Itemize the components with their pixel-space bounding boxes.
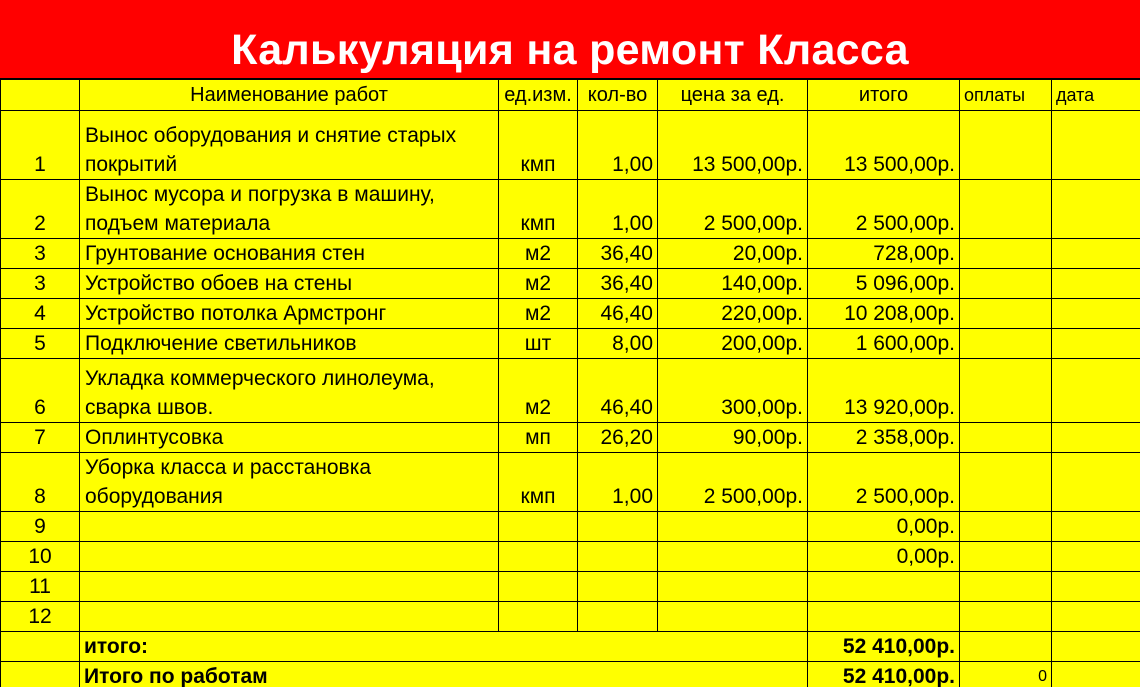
row-name-cell[interactable]: Устройство обоев на стены [80,269,499,299]
row-qty-cell[interactable]: 36,40 [578,239,658,269]
row-date-cell[interactable] [1052,423,1140,453]
title-bar [0,0,1140,79]
header-name-cell[interactable]: Наименование работ [80,80,499,111]
row-name-cell[interactable]: Вынос оборудования и снятие старых покрытий [80,111,499,180]
row-total-cell[interactable]: 10 208,00р. [808,299,960,329]
row-date-cell[interactable] [1052,542,1140,572]
row-price-cell[interactable]: 20,00р. [658,239,808,269]
table-row [1,239,1140,269]
row-unit-cell[interactable]: м2 [499,299,578,329]
row-total-cell[interactable]: 2 500,00р. [808,180,960,239]
row-num-cell[interactable]: 3 [1,269,80,299]
row-num-cell[interactable]: 2 [1,180,80,239]
row-qty-cell[interactable]: 36,40 [578,269,658,299]
row-qty-cell[interactable] [578,602,658,632]
row-date-cell[interactable] [1052,111,1140,180]
table-row [1,180,1140,239]
row-payments-cell[interactable] [960,453,1052,512]
subtotal-label-cell[interactable]: итого: [80,632,808,662]
works-total-row [1,662,1140,687]
row-date-cell[interactable] [1052,453,1140,512]
row-price-cell[interactable]: 13 500,00р. [658,111,808,180]
row-payments-cell[interactable] [960,359,1052,423]
row-unit-cell[interactable]: м2 [499,269,578,299]
subtotal-date-cell[interactable] [1052,632,1140,662]
row-price-cell[interactable] [658,602,808,632]
header-price-cell[interactable]: цена за ед. [658,80,808,111]
row-num-cell[interactable]: 4 [1,299,80,329]
row-price-cell[interactable]: 2 500,00р. [658,453,808,512]
table-header-row [1,80,1140,111]
row-qty-cell[interactable]: 8,00 [578,329,658,359]
row-name-cell[interactable] [80,572,499,602]
row-unit-cell[interactable]: кмп [499,180,578,239]
row-date-cell[interactable] [1052,180,1140,239]
row-num-cell[interactable]: 7 [1,423,80,453]
header-unit-cell[interactable]: ед.изм. [499,80,578,111]
row-payments-cell[interactable] [960,239,1052,269]
row-unit-cell[interactable]: кмп [499,111,578,180]
row-date-cell[interactable] [1052,299,1140,329]
row-qty-cell[interactable]: 1,00 [578,453,658,512]
row-num-cell[interactable]: 8 [1,453,80,512]
row-payments-cell[interactable] [960,180,1052,239]
row-price-cell[interactable]: 200,00р. [658,329,808,359]
row-price-cell[interactable]: 300,00р. [658,359,808,423]
row-name-cell[interactable] [80,512,499,542]
row-name-cell[interactable]: Грунтование основания стен [80,239,499,269]
table-row [1,542,1140,572]
subtotal-num-cell[interactable] [1,632,80,662]
table-row [1,299,1140,329]
row-unit-cell[interactable] [499,542,578,572]
row-total-cell[interactable] [808,572,960,602]
works-date-cell[interactable] [1052,662,1140,687]
table-row [1,602,1140,632]
table-row [1,423,1140,453]
row-date-cell[interactable] [1052,269,1140,299]
subtotal-row [1,632,1140,662]
row-price-cell[interactable]: 90,00р. [658,423,808,453]
row-name-cell[interactable]: Укладка коммерческого линолеума, сварка швов. [80,359,499,423]
row-date-cell[interactable] [1052,359,1140,423]
row-price-cell[interactable] [658,572,808,602]
works-payments-cell[interactable]: 0 [960,662,1052,687]
row-date-cell[interactable] [1052,239,1140,269]
row-payments-cell[interactable] [960,299,1052,329]
row-payments-cell[interactable] [960,512,1052,542]
works-label-cell[interactable]: Итого по работам [80,662,808,687]
table-row [1,572,1140,602]
row-payments-cell[interactable] [960,602,1052,632]
row-num-cell[interactable]: 10 [1,542,80,572]
row-qty-cell[interactable] [578,572,658,602]
row-payments-cell[interactable] [960,269,1052,299]
row-num-cell[interactable]: 3 [1,239,80,269]
row-total-cell[interactable]: 0,00р. [808,542,960,572]
row-unit-cell[interactable] [499,512,578,542]
row-payments-cell[interactable] [960,423,1052,453]
subtotal-value-cell[interactable]: 52 410,00р. [808,632,960,662]
row-price-cell[interactable]: 2 500,00р. [658,180,808,239]
header-total-cell[interactable]: итого [808,80,960,111]
row-unit-cell[interactable] [499,602,578,632]
row-date-cell[interactable] [1052,572,1140,602]
row-qty-cell[interactable]: 1,00 [578,180,658,239]
row-qty-cell[interactable]: 26,20 [578,423,658,453]
row-total-cell[interactable]: 13 500,00р. [808,111,960,180]
header-qty-cell[interactable]: кол-во [578,80,658,111]
row-date-cell[interactable] [1052,329,1140,359]
calculation-table [0,79,1140,687]
table-row [1,359,1140,423]
page-title: Калькуляция на ремонт Класса [231,26,909,74]
row-qty-cell[interactable]: 46,40 [578,299,658,329]
row-name-cell[interactable] [80,602,499,632]
row-qty-cell[interactable] [578,542,658,572]
row-name-cell[interactable]: Вынос мусора и погрузка в машину, подъем материала [80,180,499,239]
table-row [1,111,1140,180]
row-unit-cell[interactable]: мп [499,423,578,453]
works-num-cell[interactable] [1,662,80,687]
row-name-cell[interactable] [80,542,499,572]
row-qty-cell[interactable]: 1,00 [578,111,658,180]
row-payments-cell[interactable] [960,542,1052,572]
row-payments-cell[interactable] [960,572,1052,602]
header-date-cell[interactable]: дата [1052,80,1140,111]
row-total-cell[interactable]: 13 920,00р. [808,359,960,423]
row-num-cell[interactable]: 12 [1,602,80,632]
header-num-cell[interactable] [1,80,80,111]
row-name-cell[interactable]: Уборка класса и расстановка оборудования [80,453,499,512]
row-date-cell[interactable] [1052,602,1140,632]
row-name-cell[interactable]: Подключение светильников [80,329,499,359]
row-name-cell[interactable]: Устройство потолка Армстронг [80,299,499,329]
row-total-cell[interactable]: 0,00р. [808,512,960,542]
row-qty-cell[interactable]: 46,40 [578,359,658,423]
row-price-cell[interactable]: 140,00р. [658,269,808,299]
row-num-cell[interactable]: 11 [1,572,80,602]
row-num-cell[interactable]: 9 [1,512,80,542]
subtotal-payments-cell[interactable] [960,632,1052,662]
row-total-cell[interactable] [808,602,960,632]
row-total-cell[interactable]: 1 600,00р. [808,329,960,359]
row-total-cell[interactable]: 2 358,00р. [808,423,960,453]
row-num-cell[interactable]: 5 [1,329,80,359]
row-num-cell[interactable]: 6 [1,359,80,423]
table-row [1,269,1140,299]
row-name-cell[interactable]: Оплинтусовка [80,423,499,453]
row-total-cell[interactable]: 2 500,00р. [808,453,960,512]
row-payments-cell[interactable] [960,329,1052,359]
row-date-cell[interactable] [1052,512,1140,542]
row-num-cell[interactable]: 1 [1,111,80,180]
row-unit-cell[interactable] [499,572,578,602]
table-row [1,329,1140,359]
row-unit-cell[interactable]: м2 [499,239,578,269]
row-price-cell[interactable] [658,542,808,572]
row-total-cell[interactable]: 5 096,00р. [808,269,960,299]
table-row [1,512,1140,542]
row-unit-cell[interactable]: м2 [499,359,578,423]
works-value-cell[interactable]: 52 410,00р. [808,662,960,687]
row-qty-cell[interactable] [578,512,658,542]
row-unit-cell[interactable]: кмп [499,453,578,512]
header-payments-cell[interactable]: оплаты [960,80,1052,111]
row-price-cell[interactable]: 220,00р. [658,299,808,329]
table-row [1,453,1140,512]
row-total-cell[interactable]: 728,00р. [808,239,960,269]
row-unit-cell[interactable]: шт [499,329,578,359]
row-payments-cell[interactable] [960,111,1052,180]
row-price-cell[interactable] [658,512,808,542]
